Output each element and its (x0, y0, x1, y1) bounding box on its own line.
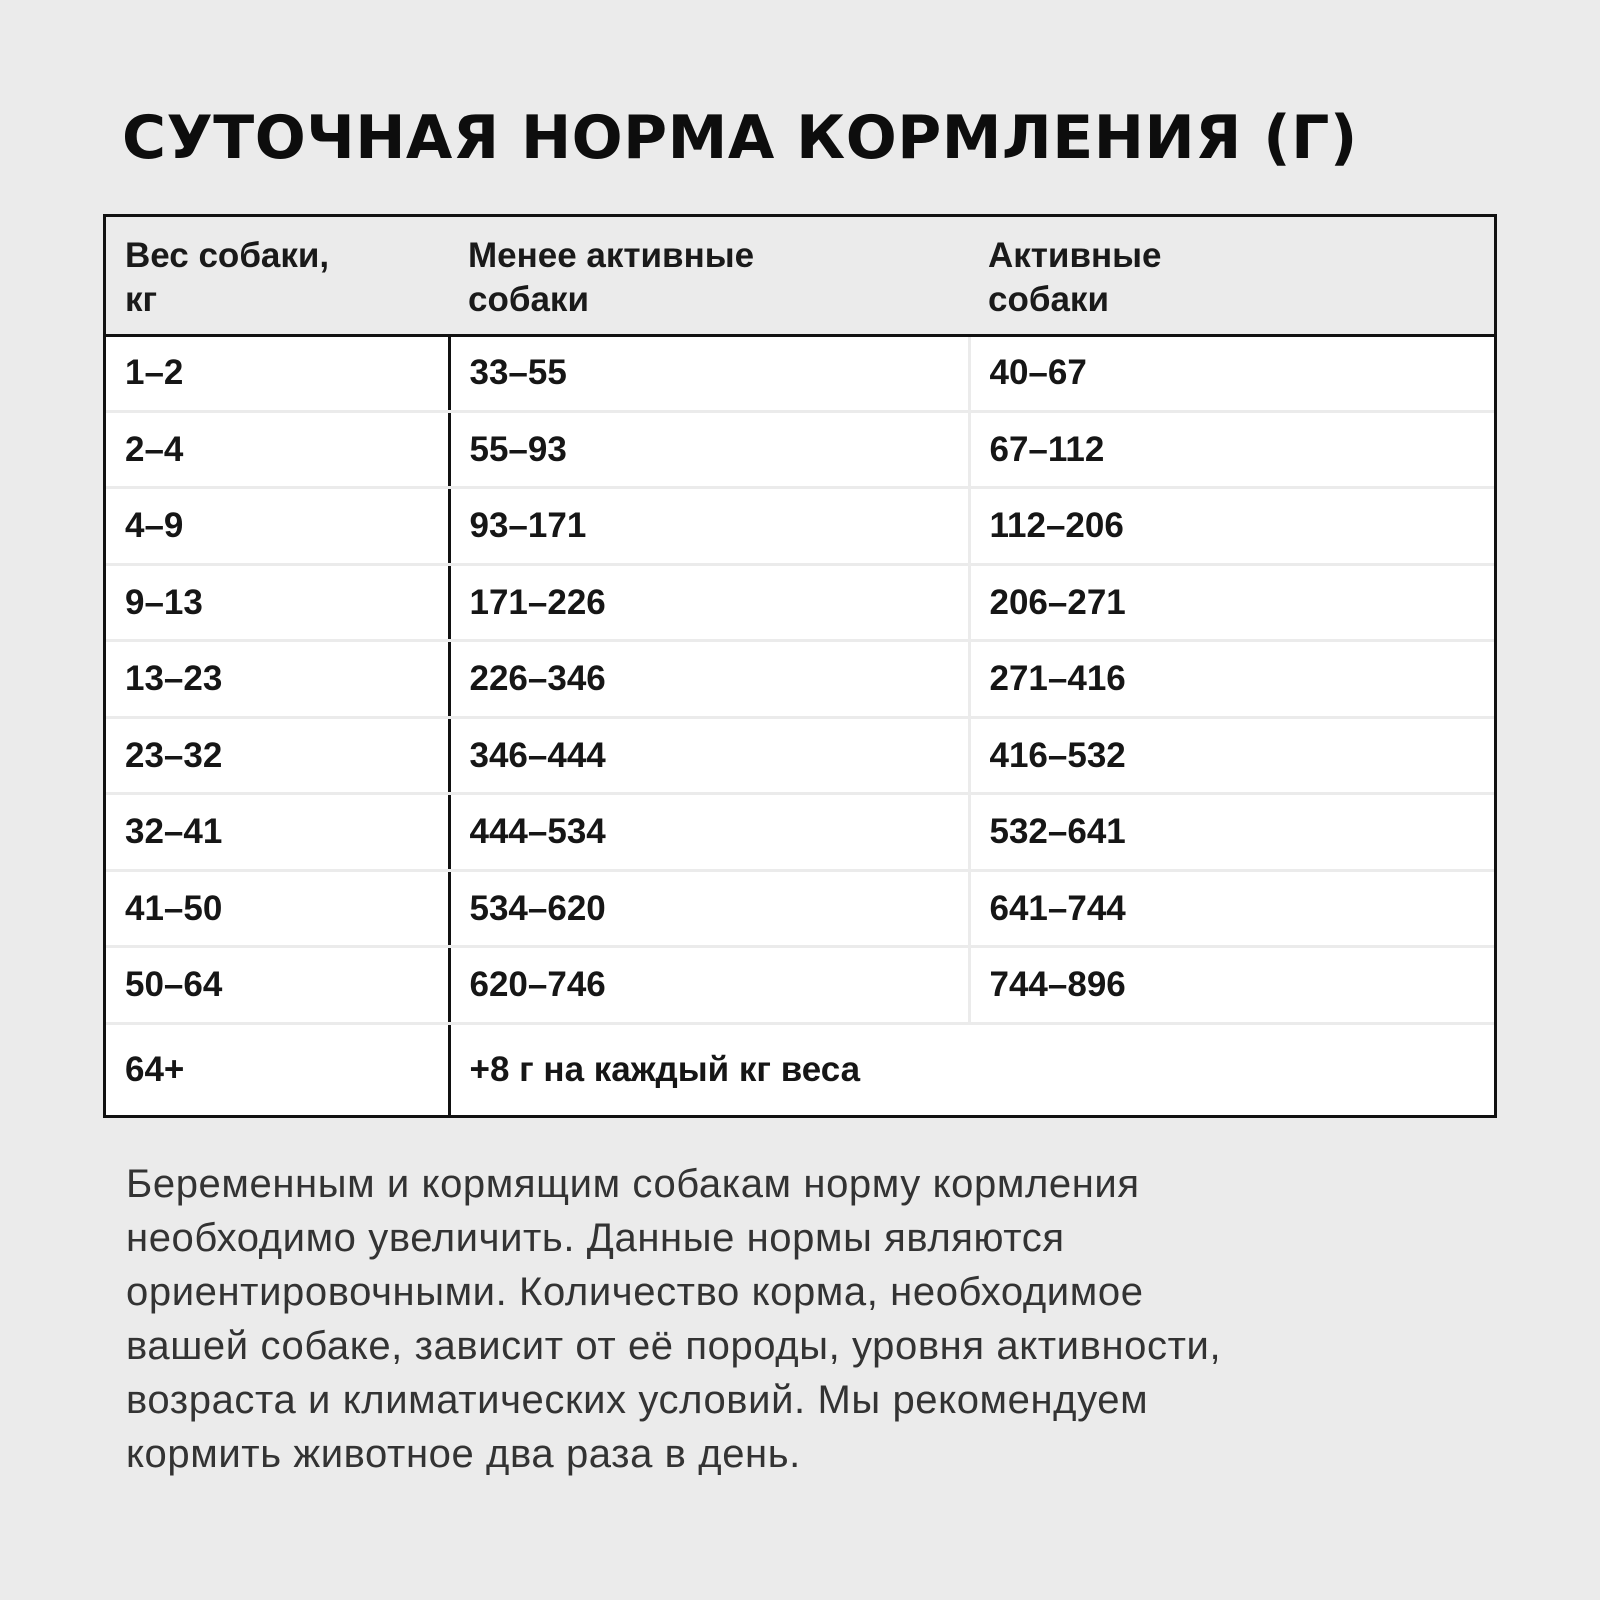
feeding-table (103, 214, 1497, 1118)
header-weight-line: кг (125, 280, 158, 319)
table-header-row (106, 217, 1494, 335)
cell-active: 112–206 (969, 488, 1494, 564)
cell-less-active: 346–444 (449, 717, 969, 793)
table-row (106, 564, 1494, 640)
note-line: необходимо увеличить. Данные нормы являются (126, 1216, 1065, 1260)
cell-active: 271–416 (969, 641, 1494, 717)
cell-weight: 13–23 (106, 641, 449, 717)
cell-weight: 41–50 (106, 870, 449, 946)
table-row (106, 411, 1494, 487)
table-row (106, 870, 1494, 946)
cell-active: 744–896 (969, 947, 1494, 1023)
cell-less-active: 226–346 (449, 641, 969, 717)
cell-weight: 50–64 (106, 947, 449, 1023)
cell-less-active: 93–171 (449, 488, 969, 564)
feeding-note (126, 1157, 1546, 1481)
header-active-line: собаки (988, 280, 1109, 319)
note-line: вашей собаке, зависит от её породы, уровня активности, (126, 1324, 1222, 1368)
header-active (969, 217, 1494, 335)
page-title: СУТОЧНАЯ НОРМА КОРМЛЕНИЯ (Г) (122, 103, 1358, 173)
cell-less-active: 444–534 (449, 794, 969, 870)
cell-active: 416–532 (969, 717, 1494, 793)
cell-active: 206–271 (969, 564, 1494, 640)
table-row-last (106, 1023, 1494, 1115)
header-weight (106, 217, 449, 335)
header-active-line: Активные (988, 236, 1162, 275)
header-less-active-line: собаки (468, 280, 589, 319)
table-row (106, 488, 1494, 564)
cell-less-active: 55–93 (449, 411, 969, 487)
table-row (106, 335, 1494, 411)
table-row (106, 794, 1494, 870)
cell-active: 641–744 (969, 870, 1494, 946)
cell-weight: 32–41 (106, 794, 449, 870)
cell-less-active: 620–746 (449, 947, 969, 1023)
cell-active: 67–112 (969, 411, 1494, 487)
cell-weight: 64+ (106, 1023, 449, 1115)
table-row (106, 641, 1494, 717)
cell-weight: 4–9 (106, 488, 449, 564)
cell-weight: 23–32 (106, 717, 449, 793)
cell-active: 40–67 (969, 335, 1494, 411)
note-line: кормить животное два раза в день. (126, 1432, 801, 1476)
note-line: Беременным и кормящим собакам норму кормления (126, 1162, 1140, 1206)
table-row (106, 947, 1494, 1023)
note-line: ориентировочными. Количество корма, необходимое (126, 1270, 1144, 1314)
header-weight-line: Вес собаки, (125, 236, 330, 275)
feeding-table-grid (106, 217, 1494, 1115)
table-row (106, 717, 1494, 793)
cell-weight: 1–2 (106, 335, 449, 411)
cell-less-active: 171–226 (449, 564, 969, 640)
cell-weight: 2–4 (106, 411, 449, 487)
header-less-active (449, 217, 969, 335)
cell-weight: 9–13 (106, 564, 449, 640)
cell-less-active: 534–620 (449, 870, 969, 946)
cell-extra-note: +8 г на каждый кг веса (469, 1049, 861, 1089)
header-less-active-line: Менее активные (468, 236, 755, 275)
cell-less-active: 33–55 (449, 335, 969, 411)
cell-active: 532–641 (969, 794, 1494, 870)
note-line: возраста и климатических условий. Мы рекомендуем (126, 1378, 1149, 1422)
